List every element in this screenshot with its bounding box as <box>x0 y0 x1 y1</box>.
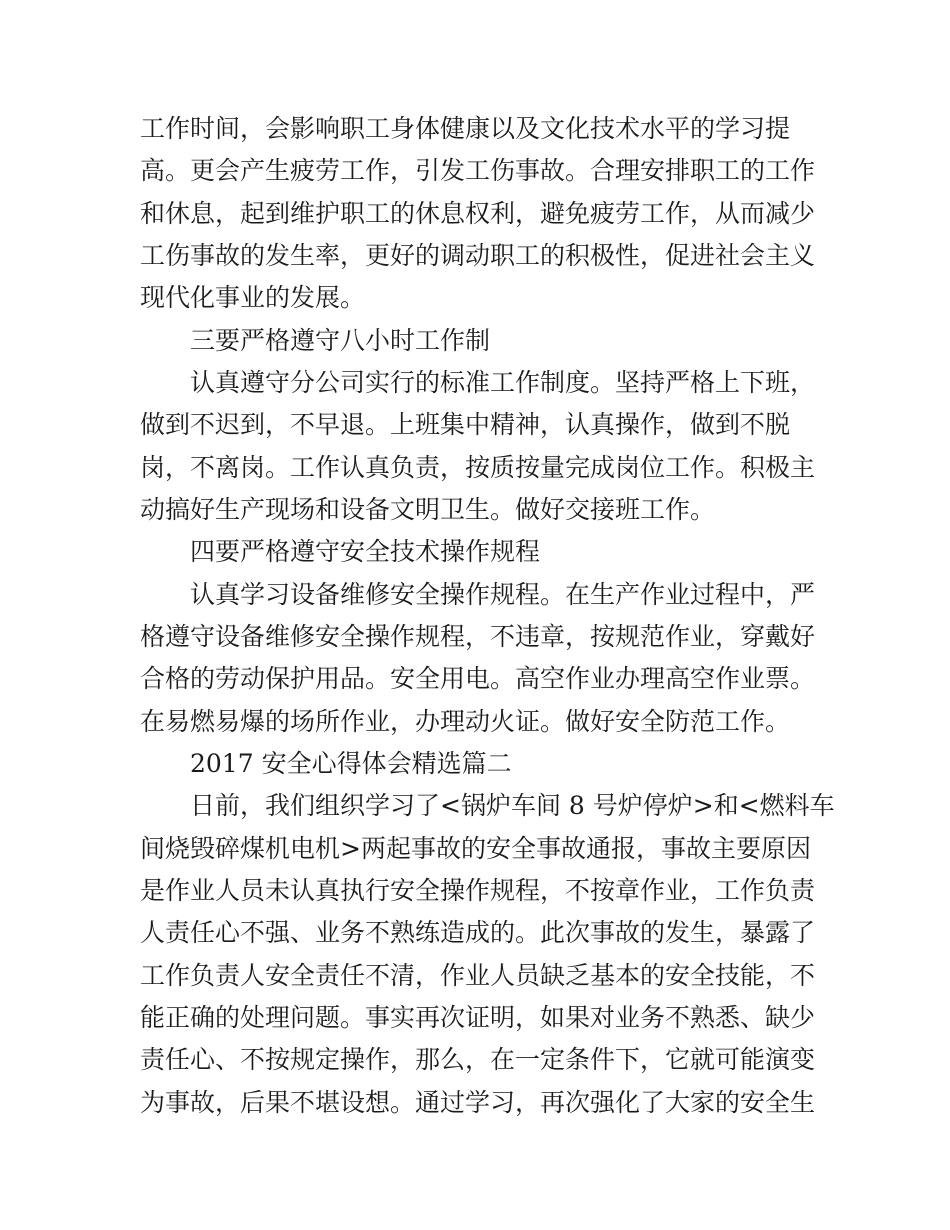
paragraph-line: 格遵守设备维修安全操作规程，不违章，按规范作业，穿戴好 <box>140 622 816 651</box>
section-heading: 四要严格遵守安全技术操作规程 <box>190 537 541 566</box>
paragraph-line: 和休息，起到维护职工的休息权利，避免疲劳工作，从而减少 <box>140 199 816 228</box>
paragraph-line: 工伤事故的发生率，更好的调动职工的积极性，促进社会主义 <box>140 241 816 270</box>
paragraph-line: 工作负责人安全责任不清，作业人员缺乏基本的安全技能，不 <box>140 961 816 990</box>
paragraph-line: 间烧毁碎煤机电机>两起事故的安全事故通报，事故主要原因 <box>140 834 811 863</box>
paragraph-line: 现代化事业的发展。 <box>140 283 366 312</box>
paragraph-line: 动搞好生产现场和设备文明卫生。做好交接班工作。 <box>140 495 716 524</box>
paragraph-line: 能正确的处理问题。事实再次证明，如果对业务不熟悉、缺少 <box>140 1003 816 1032</box>
paragraph-line: 岗，不离岗。工作认真负责，按质按量完成岗位工作。积极主 <box>140 453 816 482</box>
paragraph-line: 人责任心不强、业务不熟练造成的。此次事故的发生，暴露了 <box>140 918 816 947</box>
paragraph-line: 做到不迟到，不早退。上班集中精神，认真操作，做到不脱 <box>140 410 791 439</box>
paragraph-line: 工作时间，会影响职工身体健康以及文化技术水平的学习提 <box>140 114 791 143</box>
section-heading: 2017 安全心得体会精选篇二 <box>190 749 512 778</box>
paragraph-line: 为事故，后果不堪设想。通过学习，再次强化了大家的安全生 <box>140 1088 816 1117</box>
paragraph-line: 在易燃易爆的场所作业，办理动火证。做好安全防范工作。 <box>140 707 791 736</box>
paragraph-line: 认真学习设备维修安全操作规程。在生产作业过程中，严 <box>190 580 816 609</box>
paragraph-line: 日前，我们组织学习了<锅炉车间 8 号炉停炉>和<燃料车 <box>190 791 835 820</box>
paragraph-line: 认真遵守分公司实行的标准工作制度。坚持严格上下班， <box>190 368 816 397</box>
paragraph-line: 高。更会产生疲劳工作，引发工伤事故。合理安排职工的工作 <box>140 156 816 185</box>
paragraph-line: 合格的劳动保护用品。安全用电。高空作业办理高空作业票。 <box>140 664 816 693</box>
paragraph-line: 责任心、不按规定操作，那么，在一定条件下，它就可能演变 <box>140 1045 816 1074</box>
section-heading: 三要严格遵守八小时工作制 <box>190 326 491 355</box>
paragraph-line: 是作业人员未认真执行安全操作规程，不按章作业，工作负责 <box>140 876 816 905</box>
